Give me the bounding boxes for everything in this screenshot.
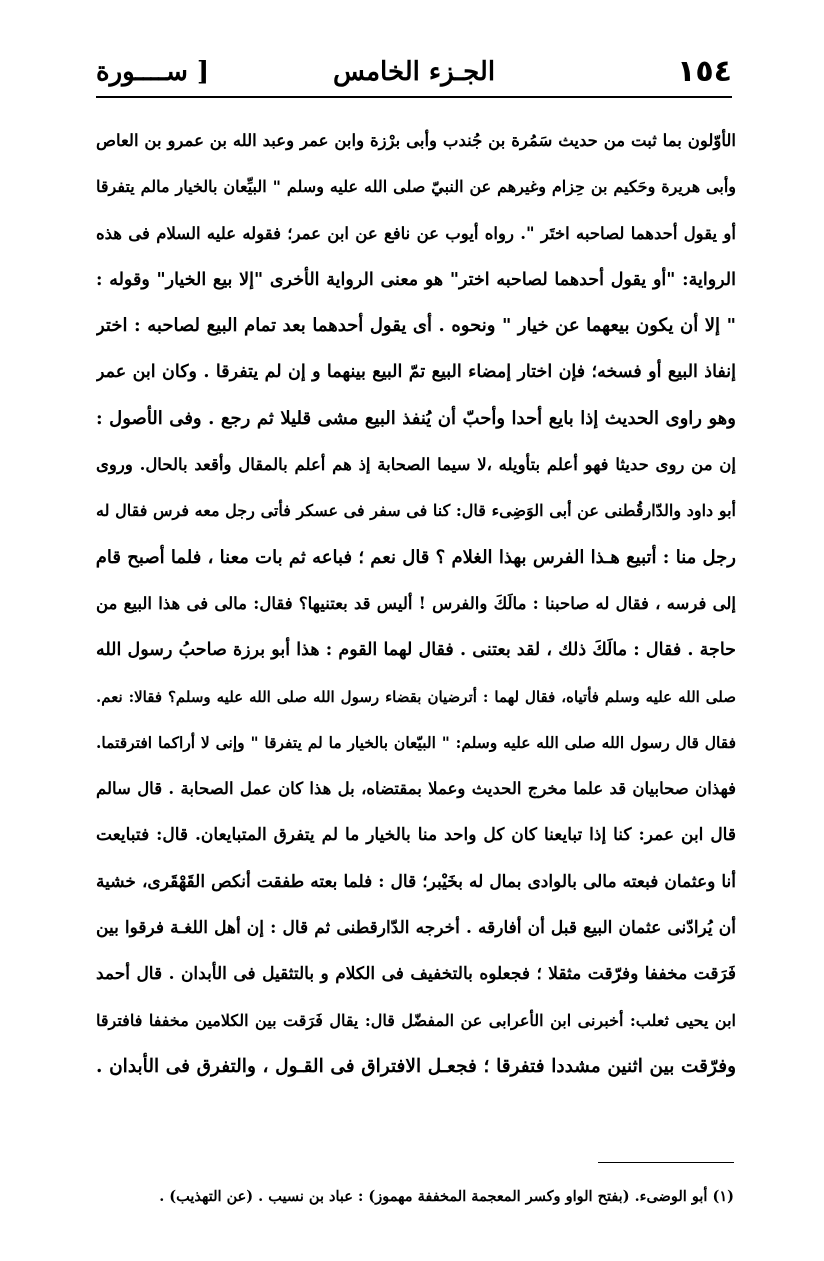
text-line: فهذان صحابيان قد علما مخرج الحديث وعملا بمقتضاه، بل هذا كان عمل الصحابة . قال سالم xyxy=(96,779,736,799)
footnote-rule xyxy=(598,1162,734,1163)
text-line: أن يُرادّنى عثمان البيع قبل أن أفارقه . أخرجه الدّارقطنى ثم قال : إن أهل اللغـة فرقوا بين xyxy=(96,918,736,939)
part-title: الجـزء الخامس xyxy=(332,57,496,87)
text-line: قال ابن عمر: كنا إذا تبايعنا كان كل واحد منا بالخيار ما لم يتفرق المتبايعان. قال: فتبايعت xyxy=(96,825,736,846)
page-number: ١٥٤ xyxy=(677,54,732,89)
text-line: أبو داود والدّارقُطنى عن أبى الوَضِىء قال: كنا فى سفر فى عسكر فأتى رجل معه فرس فقال له xyxy=(96,501,736,521)
text-line: إلى فرسه ، فقال له صاحبنا : مالَكَ والفرس ! أليس قد بعتنيها؟ فقال: مالى فى هذا البيع من xyxy=(96,593,736,613)
text-line: أو يقول أحدهما لصاحبه اختَر ". رواه أيوب عن نافع عن ابن عمر؛ فقوله عليه السلام فى هذه xyxy=(96,223,736,243)
header-rule xyxy=(96,96,732,98)
text-line: حاجة . فقال : مالَكَ ذلك ، لقد بعتنى . فقال لهما القوم : هذا أبو برزة صاحبُ رسول الله xyxy=(96,640,736,661)
text-line: فَرَقت مخففا وفرّقت مثقلا ؛ فجعلوه بالتخفيف فى الكلام و بالتثقيل فى الأبدان . قال أحمد xyxy=(96,964,736,985)
text-line: " إلا أن يكون بيعهما عن خيار " ونحوه . أى يقول أحدهما بعد تمام البيع لصاحبه : اختر xyxy=(96,315,736,337)
text-line: رجل منا : أتبيع هـذا الفرس بهذا الغلام ؟ قال نعم ؛ فباعه ثم بات معنا ، فلما أصبح قام xyxy=(96,546,736,568)
text-line: وأبى هريرة وحَكيم بن حِزام وغيرهم عن النبيّ صلى الله عليه وسلم " البيِّعان بالخيار مالم يتفرقا xyxy=(96,177,736,197)
text-line: الأوّلون بما ثبت من حديث سَمُرة بن جُندب وأبى برْزة وابن عمر وعبد الله بن عمرو بن العاص xyxy=(96,131,736,150)
text-line: وهو راوى الحديث إذا بايع أحدا وأحبّ أن يُنفذ البيع مشى قليلا ثم رجع . وفى الأصول : xyxy=(96,407,736,429)
body-text xyxy=(96,118,736,1090)
text-line: صلى الله عليه وسلم فأتياه، فقال لهما : أترضيان بقضاء رسول الله صلى الله عليه وسلم؟ فقالا: نعم. xyxy=(96,687,736,706)
surah-label: [ ســــورة xyxy=(96,57,210,87)
text-line: أنا وعثمان فبعته مالى بالوادى بمال له بخَيْبر؛ قال : فلما بعته طفقت أنكص القَهْقَرى، خشية xyxy=(96,871,736,892)
page-header xyxy=(96,52,732,96)
footnote: (١) أبو الوضىء. (بفتح الواو وكسر المعجمة المخففة مهموز) : عباد بن نسيب . (عن التهذيب) . xyxy=(159,1188,734,1205)
text-line: فقال قال رسول الله صلى الله عليه وسلم: " البيّعان بالخيار ما لم يتفرقا " وإنى لا أراكما افترقتما. xyxy=(96,732,736,752)
text-line: ابن يحيى ثعلب: أخبرنى ابن الأعرابى عن المفضّل قال: يقال فَرَقت بين الكلامين مخففا فافترقا xyxy=(96,1010,736,1030)
text-line: إنفاذ البيع أو فسخه؛ فإن اختار إمضاء البيع تمّ البيع بينهما و إن لم يتفرقا . وكان ابن عمر xyxy=(96,362,736,383)
text-line: الرواية: "أو يقول أحدهما لصاحبه اختر" هو معنى الرواية الأخرى "إلا بيع الخيار" وقوله : xyxy=(96,269,736,290)
text-line: إن من روى حديثا فهو أعلم بتأويله ،لا سيما الصحابة إذ هم أعلم بالمقال وأقعد بالحال. وروى xyxy=(96,455,736,475)
text-line: وفرّقت بين اثنين مشددا فتفرقا ؛ فجعـل الافتراق فى القـول ، والتفرق فى الأبدان . xyxy=(96,1055,736,1077)
